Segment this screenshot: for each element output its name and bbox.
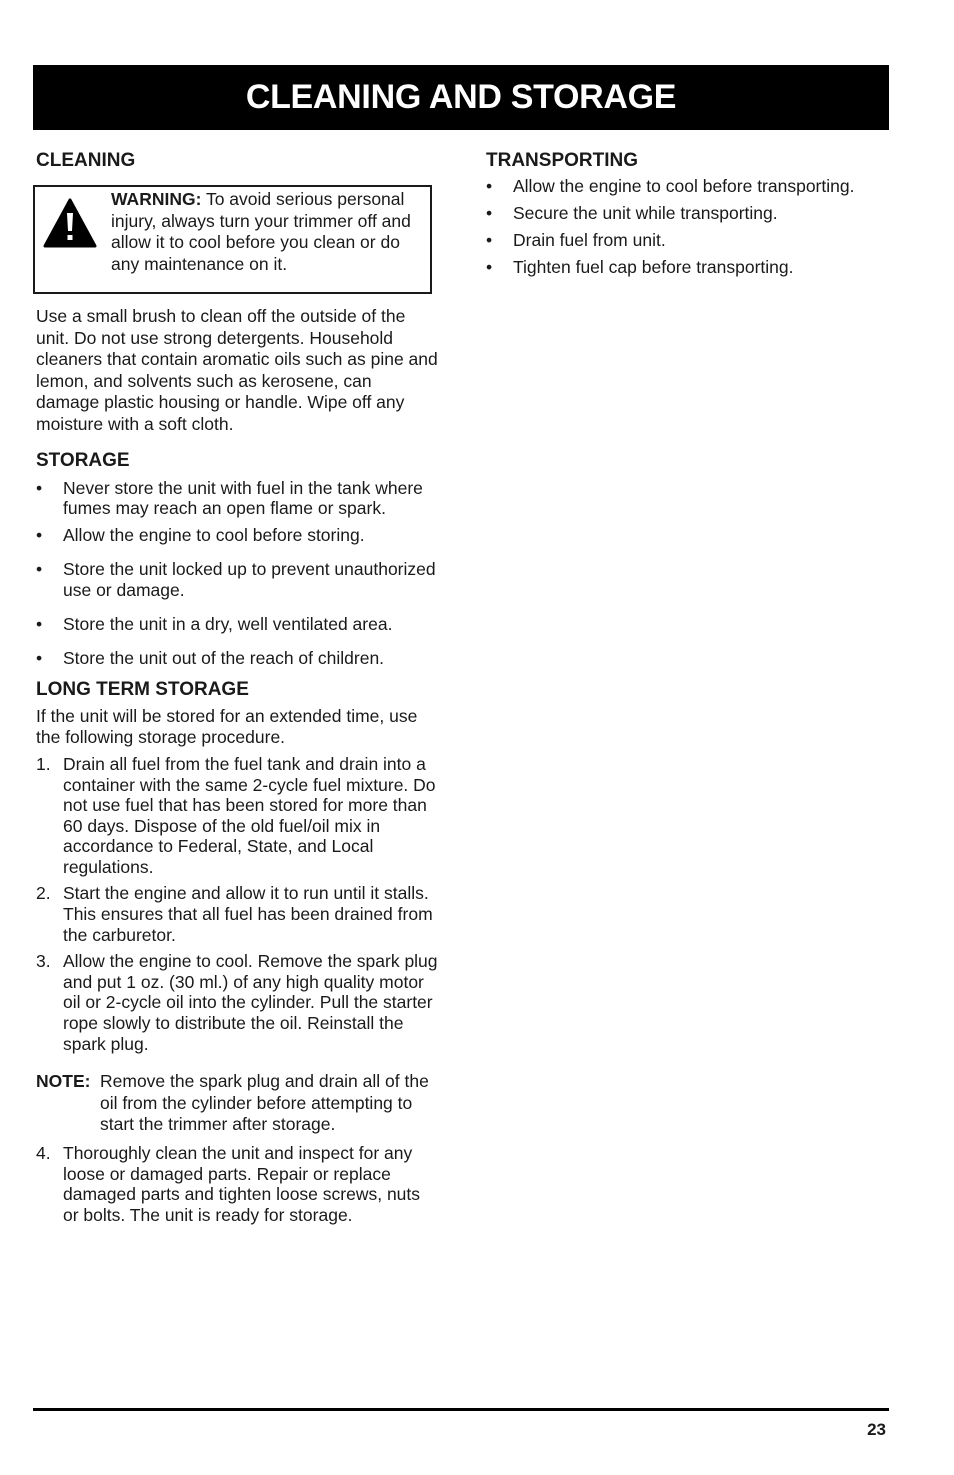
step-text: Thoroughly clean the unit and inspect for any loose or damaged parts. Repair or replace damaged parts and tighten loose screws, nuts or bolts. The unit is ready for storage. <box>63 1143 421 1225</box>
footer-divider <box>33 1408 889 1411</box>
long-term-steps <box>36 754 438 1054</box>
warning-text <box>111 189 420 275</box>
long-term-intro: If the unit will be stored for an extended time, use the following storage procedure. <box>36 705 418 748</box>
transporting-list <box>486 176 896 278</box>
step-number: 1. <box>36 753 51 774</box>
list-item: • Secure the unit while transporting. <box>486 203 896 224</box>
long-term-storage-heading: LONG TERM STORAGE <box>36 678 249 700</box>
step-number: 4. <box>36 1143 51 1163</box>
storage-list <box>36 478 438 669</box>
list-item: • Store the unit out of the reach of children. <box>36 648 438 669</box>
list-item: • Store the unit in a dry, well ventilated area. <box>36 614 438 635</box>
cleaning-body: Use a small brush to clean off the outside of the unit. Do not use strong detergents. Household cleaners that contain aromatic oils such as pine and lemon, and solvents such as kerosene, can damage plastic housing or handle. Wipe off any moisture with a soft cloth. <box>36 306 438 434</box>
list-item: • Allow the engine to cool before transporting. <box>486 176 896 197</box>
step-text: Allow the engine to cool. Remove the spark plug and put 1 oz. (30 ml.) of any high quality motor oil or 2-cycle oil into the cylinder. Pull the starter rope slowly to distribute the oil. Reinstall the spark plug. <box>63 951 438 1054</box>
warning-box <box>33 185 432 294</box>
left-column <box>36 148 438 1225</box>
step-text: Start the engine and allow it to run until it stalls. This ensures that all fuel has been drained from the carburetor. <box>63 883 433 945</box>
list-item: • Store the unit locked up to prevent unauthorized use or damage. <box>36 559 438 600</box>
note-text: Remove the spark plug and drain all of the oil from the cylinder before attempting to start the trimmer after storage. <box>100 1071 429 1135</box>
note-label: NOTE: <box>36 1071 91 1092</box>
list-item: • Allow the engine to cool before storing. <box>36 525 438 546</box>
page-title-banner <box>33 65 889 130</box>
list-item <box>36 1143 438 1225</box>
cleaning-heading: CLEANING <box>36 150 136 171</box>
right-column <box>486 148 896 278</box>
warning-triangle-icon <box>43 198 97 248</box>
list-item <box>36 754 438 878</box>
storage-heading: STORAGE <box>36 449 130 471</box>
transporting-heading: TRANSPORTING <box>486 150 638 171</box>
list-item: • Never store the unit with fuel in the tank where fumes may reach an open flame or spark. <box>36 478 438 519</box>
list-item: • Tighten fuel cap before transporting. <box>486 257 896 278</box>
long-term-steps-continued <box>36 1143 438 1225</box>
step-number: 3. <box>36 951 51 972</box>
page-title: CLEANING AND STORAGE <box>245 78 677 116</box>
list-item: • Drain fuel from unit. <box>486 230 896 251</box>
note-block <box>36 1071 438 1136</box>
warning-label: WARNING: <box>111 189 202 209</box>
warning-body: To avoid serious personal injury, always turn your trimmer off and allow it to cool before you clean or do any maintenance on it. <box>111 189 411 274</box>
list-item <box>36 951 438 1054</box>
step-text: Drain all fuel from the fuel tank and drain into a container with the same 2-cycle fuel mixture. Do not use fuel that has been stored for more than 60 days. Dispose of the old fuel/oil mix in accordance to Federal, State, and Local regulations. <box>63 753 436 877</box>
list-item <box>36 883 438 945</box>
page-number: 23 <box>867 1420 886 1439</box>
step-number: 2. <box>36 883 51 904</box>
